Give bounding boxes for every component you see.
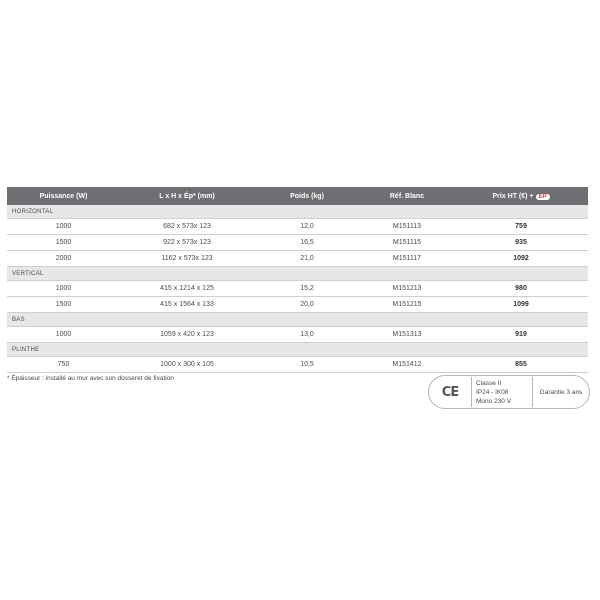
cell-puissance: 1000 [55, 285, 72, 292]
footnote: * Épaisseur : installé au mur avec son dosseret de fixation [7, 375, 174, 382]
cell-puissance: 1500 [55, 301, 72, 308]
cell-poids: 16,5 [300, 239, 314, 246]
cell-puissance: 1500 [55, 239, 72, 246]
cell-poids: 12,0 [300, 223, 314, 230]
header-poids: Poids (kg) [290, 192, 324, 200]
cell-reference: M151113 [392, 223, 422, 230]
section-title: PLINTHE [7, 343, 588, 357]
cell-poids: 10,5 [300, 361, 314, 368]
cell-reference: M151115 [392, 239, 422, 246]
cell-dimensions: 415 x 1564 x 133 [160, 301, 214, 308]
cell-puissance: 1000 [55, 331, 72, 338]
cell-prix: 855 [515, 361, 527, 368]
table-row [7, 297, 588, 313]
cell-reference: M151412 [392, 361, 422, 368]
spec-classe: Classe II [476, 379, 502, 387]
price-table [7, 187, 588, 373]
table-row [7, 281, 588, 297]
header-prix-label: Prix HT (€) + [492, 192, 534, 200]
table-row [7, 251, 588, 267]
cell-prix: 1092 [513, 255, 529, 262]
cell-poids: 20,0 [300, 301, 314, 308]
header-reference: Réf. Blanc [389, 192, 425, 200]
header-puissance: Puissance (W) [39, 192, 88, 200]
table-row [7, 219, 588, 235]
cell-prix: 935 [515, 239, 527, 246]
table-row [7, 235, 588, 251]
certification-badge [428, 375, 590, 409]
garantie-label: Garantie 3 ans [539, 388, 583, 396]
table-row [7, 327, 588, 343]
cell-prix: 759 [515, 223, 527, 230]
ep-logo: EP [536, 194, 550, 200]
cell-reference: M151213 [392, 285, 422, 292]
cell-dimensions: 922 x 573x 123 [163, 239, 211, 246]
cell-reference: M151215 [392, 301, 422, 308]
cell-reference: M151313 [392, 331, 422, 338]
cell-dimensions: 1059 x 420 x 123 [160, 331, 214, 338]
cell-dimensions: 415 x 1214 x 125 [160, 285, 214, 292]
section-title: BAS [7, 313, 588, 327]
cell-prix: 1099 [513, 301, 529, 308]
table-row [7, 357, 588, 373]
header-dimensions: L x H x Ép* (mm) [159, 192, 215, 200]
cell-dimensions: 1000 x 300 x 105 [160, 361, 214, 368]
cell-puissance: 750 [57, 361, 70, 368]
cell-poids: 13,0 [300, 331, 314, 338]
ce-mark-icon: CE [441, 384, 459, 400]
table-body [7, 205, 588, 373]
spec-mono: Mono 230 V [476, 397, 512, 405]
cell-poids: 15,2 [300, 285, 314, 292]
badge-specs [472, 379, 532, 406]
cell-dimensions: 682 x 573x 123 [163, 223, 211, 230]
cell-puissance: 2000 [55, 255, 72, 262]
cell-prix: 919 [515, 331, 527, 338]
cell-puissance: 1000 [55, 223, 72, 230]
section-title: HORIZONTAL [7, 205, 588, 219]
cell-prix: 980 [515, 285, 527, 292]
spec-ip: IP24 - IK08 [476, 388, 509, 396]
table-header [7, 187, 588, 205]
cell-poids: 21,0 [300, 255, 314, 262]
cell-reference: M151117 [392, 255, 422, 262]
header-prix [454, 193, 588, 200]
section-title: VERTICAL [7, 267, 588, 281]
cell-dimensions: 1162 x 573x 123 [161, 255, 213, 262]
